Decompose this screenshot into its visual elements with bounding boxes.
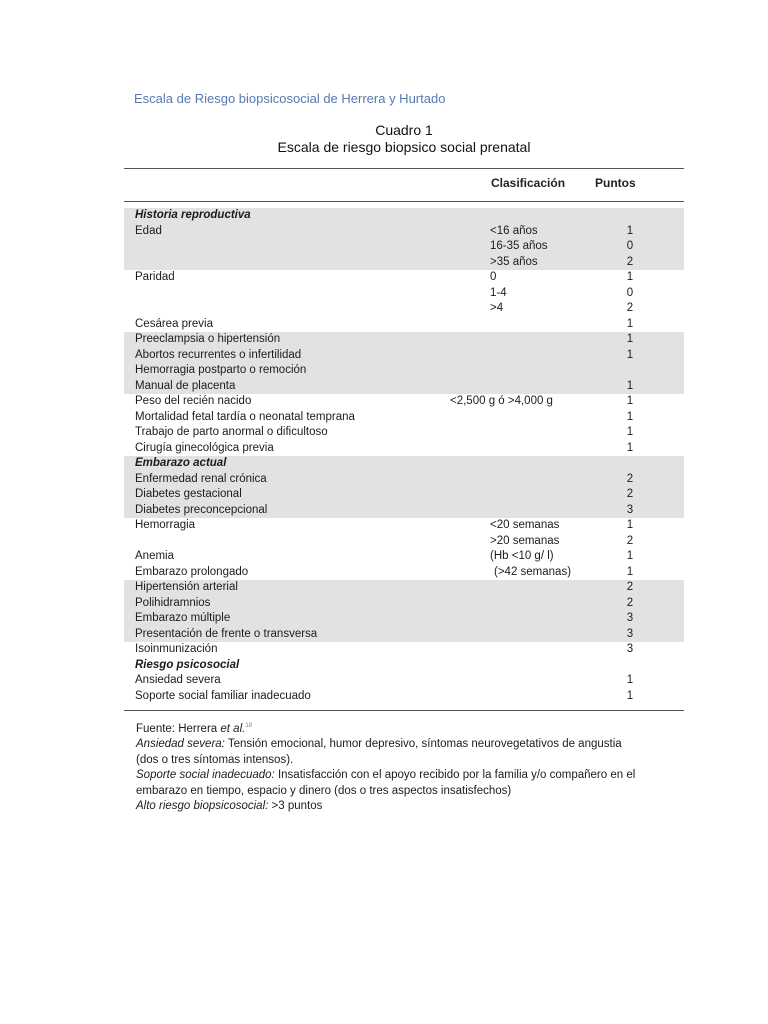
- column-header-clasificacion: Clasificación: [491, 176, 566, 190]
- table-row: [124, 441, 684, 457]
- table-row: [124, 487, 684, 503]
- table-row: [124, 224, 684, 240]
- row-clasificacion: 0: [490, 271, 497, 283]
- table-row: [124, 363, 684, 379]
- section-label: Embarazo actual: [135, 457, 227, 469]
- row-label: Embarazo prolongado: [135, 565, 249, 578]
- note-fuente: Fuente: Herrera et al.$^{18}$: [136, 722, 253, 735]
- table-row: [124, 565, 684, 581]
- table-section-row: [124, 456, 684, 472]
- table-notes: [136, 719, 686, 815]
- table-row: [124, 503, 684, 519]
- row-puntos: 2: [626, 488, 634, 500]
- row-puntos: 1: [626, 519, 634, 531]
- row-label: Diabetes preconcepcional: [135, 503, 268, 516]
- row-clasificacion: 1-4: [490, 286, 507, 299]
- table-row: [124, 286, 684, 302]
- row-puntos: 2: [626, 581, 634, 593]
- table-row: [124, 410, 684, 426]
- row-puntos: 3: [626, 643, 634, 655]
- table-row: [124, 642, 684, 658]
- table-row: [124, 549, 684, 565]
- row-clasificacion: >35 años: [490, 255, 538, 268]
- row-puntos: 2: [626, 472, 634, 485]
- note-soporte-cont: embarazo en tiempo, espacio y dinero (dos o tres aspectos insatisfechos): [136, 784, 512, 797]
- row-puntos: 1: [626, 674, 634, 686]
- row-puntos: 1: [626, 379, 634, 392]
- note-ansiedad: Ansiedad severa: Tensión emocional, humor depresivo, síntomas neurovegetativos de angustia: [136, 738, 622, 751]
- table-row: [124, 518, 684, 534]
- table-section-row: [124, 658, 684, 674]
- row-label: Soporte social familiar inadecuado: [135, 689, 311, 702]
- row-puntos: 3: [626, 612, 634, 624]
- table-row: [124, 596, 684, 612]
- row-clasificacion: 16-35 años: [490, 240, 548, 252]
- row-label: Preeclampsia o hipertensión: [135, 333, 281, 345]
- note-alto-riesgo: Alto riesgo biopsicosocial: >3 puntos: [136, 800, 323, 813]
- table-row: [124, 317, 684, 333]
- row-label: Paridad: [135, 271, 175, 283]
- table-row: [124, 348, 684, 364]
- table-row: [124, 301, 684, 317]
- section-label: Riesgo psicosocial: [135, 658, 240, 671]
- table-subtitle: Escala de riesgo biopsico social prenatal: [277, 139, 531, 155]
- row-clasificacion: (>42 semanas): [494, 565, 572, 578]
- page-heading: Escala de Riesgo biopsicosocial de Herrera y Hurtado: [134, 91, 446, 106]
- table-row: [124, 627, 684, 643]
- row-label: Hemorragia: [135, 519, 196, 531]
- table-row: [124, 394, 684, 410]
- row-label: Anemia: [135, 550, 174, 562]
- table-row: [124, 270, 684, 286]
- row-label: Manual de placenta: [135, 379, 236, 392]
- table-header-rule: [124, 201, 684, 202]
- row-label: Edad: [135, 224, 162, 237]
- row-clasificacion: <2,500 g ó >4,000 g: [450, 395, 553, 407]
- row-label: Hemorragia postparto o remoción: [135, 364, 307, 376]
- row-puntos: 2: [626, 255, 634, 268]
- row-label: Ansiedad severa: [135, 674, 221, 686]
- row-label: Enfermedad renal crónica: [135, 472, 267, 485]
- row-puntos: 0: [626, 286, 634, 299]
- row-puntos: 1: [626, 410, 634, 423]
- table-row: [124, 611, 684, 627]
- row-label: Mortalidad fetal tardía o neonatal temprana: [135, 410, 355, 423]
- row-puntos: 1: [626, 348, 634, 361]
- row-puntos: 2: [626, 596, 634, 609]
- row-label: Peso del recién nacido: [135, 395, 252, 407]
- row-clasificacion: (Hb <10 g/ l): [490, 550, 554, 562]
- table-body: [124, 208, 684, 704]
- row-puntos: 1: [626, 441, 634, 454]
- table-row: [124, 255, 684, 271]
- row-puntos: 1: [626, 565, 634, 578]
- table-row: [124, 689, 684, 705]
- table-title: Cuadro 1: [375, 122, 433, 138]
- row-puntos: 1: [626, 426, 634, 438]
- table-bottom-rule: [124, 710, 684, 711]
- table-section-row: [124, 208, 684, 224]
- row-puntos: 2: [626, 302, 634, 314]
- row-clasificacion: <20 semanas: [490, 519, 560, 531]
- row-puntos: 1: [626, 333, 634, 345]
- table-row: [124, 239, 684, 255]
- table-row: [124, 580, 684, 596]
- row-puntos: 3: [626, 503, 634, 516]
- row-clasificacion: >4: [490, 302, 504, 314]
- column-header-puntos: Puntos: [595, 176, 636, 190]
- note-soporte: Soporte social inadecuado: Insatisfacción con el apoyo recibido por la familia y/o compañero en el: [136, 769, 636, 782]
- row-puntos: 1: [626, 395, 634, 407]
- row-label: Embarazo múltiple: [135, 612, 231, 624]
- row-label: Polihidramnios: [135, 596, 211, 609]
- table-row: [124, 425, 684, 441]
- row-label: Cirugía ginecológica previa: [135, 441, 274, 454]
- row-label: Presentación de frente o transversa: [135, 627, 318, 640]
- row-puntos: 1: [626, 550, 634, 562]
- row-puntos: 1: [626, 271, 634, 283]
- table-row: [124, 379, 684, 395]
- row-puntos: 3: [626, 627, 634, 640]
- row-clasificacion: >20 semanas: [490, 534, 560, 547]
- row-puntos: 1: [626, 317, 634, 330]
- row-label: Trabajo de parto anormal o dificultoso: [135, 426, 328, 438]
- row-puntos: 1: [626, 689, 634, 702]
- row-label: Abortos recurrentes o infertilidad: [135, 348, 302, 361]
- row-clasificacion: <16 años: [490, 224, 538, 237]
- table-row: [124, 332, 684, 348]
- row-label: Diabetes gestacional: [135, 488, 242, 500]
- row-puntos: 1: [626, 224, 634, 237]
- table-row: [124, 472, 684, 488]
- table-row: [124, 534, 684, 550]
- table-top-rule: [124, 168, 684, 169]
- table-row: [124, 673, 684, 689]
- note-ansiedad-cont: (dos o tres síntomas intensos).: [136, 753, 294, 766]
- row-label: Hipertensión arterial: [135, 581, 238, 593]
- section-label: Historia reproductiva: [135, 209, 251, 221]
- row-puntos: 2: [626, 534, 634, 547]
- row-label: Isoinmunización: [135, 643, 218, 655]
- row-label: Cesárea previa: [135, 317, 213, 330]
- row-puntos: 0: [626, 240, 634, 252]
